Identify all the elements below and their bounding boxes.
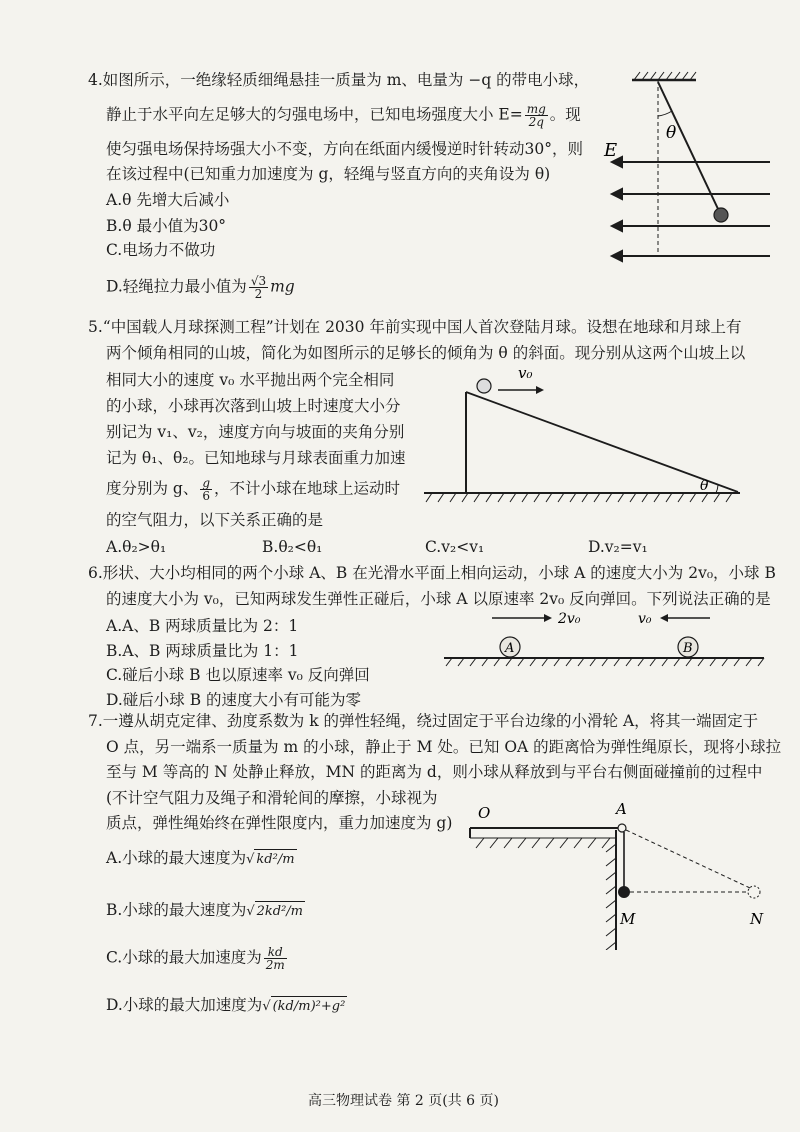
q7-option-c-text: C.小球的最大加速度为 bbox=[106, 948, 262, 967]
q4-frac-num: mg bbox=[526, 102, 546, 116]
q6-line2: 的速度大小为 v₀，已知两球发生弹性正碰后，小球 A 以原速率 2v₀ 反向弹回。下列说法正确的是 bbox=[106, 590, 771, 608]
q7-line1: 7.一遵从胡克定律、劲度系数为 k 的弹性轻绳，绕过固定于平台边缘的小滑轮 A，将其一端固定于 bbox=[88, 712, 759, 730]
velocity-arrowhead-b bbox=[660, 614, 668, 622]
point-m-label: M bbox=[620, 910, 636, 928]
q7-option-d-radical: √ (kd/m)²+g² bbox=[262, 996, 347, 1017]
q7-option-c bbox=[106, 946, 289, 971]
label-v0: v₀ bbox=[638, 611, 652, 627]
q4-option-d-fraction bbox=[249, 275, 268, 300]
charged-ball bbox=[714, 208, 728, 222]
q7-option-b-radicand: 2kd²/m bbox=[255, 901, 305, 922]
q4-figure bbox=[600, 66, 775, 276]
q4-option-c: C.电场力不做功 bbox=[106, 241, 216, 259]
q5-moon-gravity-fraction bbox=[200, 477, 212, 502]
q5-line8: 的空气阻力，以下关系正确的是 bbox=[106, 511, 324, 529]
theta-label: θ bbox=[700, 478, 709, 494]
q4-option-d bbox=[106, 275, 295, 300]
theta-label: θ bbox=[666, 123, 677, 143]
label-2v0: 2v₀ bbox=[558, 611, 581, 627]
q5-line3: 相同大小的速度 v₀ 水平抛出两个完全相同 bbox=[106, 371, 395, 389]
ball-b-label: B bbox=[683, 641, 693, 656]
floor-hatch bbox=[446, 658, 764, 666]
q4-optd-den: 2 bbox=[254, 287, 263, 301]
q6-option-b: B.A、B 两球质量比为 1：1 bbox=[106, 642, 299, 660]
point-n-label: N bbox=[750, 910, 764, 928]
q5-frac-den: 6 bbox=[202, 489, 211, 503]
q5-line7-text: 度分别为 g、 bbox=[106, 479, 199, 498]
q7-optc-num: kd bbox=[264, 946, 287, 959]
q6-option-c: C.碰后小球 B 也以原速率 v₀ 反向弹回 bbox=[106, 666, 370, 684]
pulley-a-label: A bbox=[616, 800, 627, 818]
q5-figure bbox=[418, 362, 778, 512]
q4-option-d-unit: mg bbox=[270, 277, 295, 296]
q5-line1: 5.“中国载人月球探测工程”计划在 2030 年前实现中国人首次登陆月球。设想在地球和月球上有 bbox=[88, 318, 742, 336]
q7-option-b-text: B.小球的最大速度为 bbox=[106, 901, 247, 919]
theta-arc bbox=[716, 485, 718, 493]
q5-option-c: C.v₂<v₁ bbox=[425, 538, 485, 556]
q7-option-a bbox=[106, 848, 297, 870]
velocity-arrowhead-a bbox=[544, 614, 552, 622]
q4-line3: 使匀强电场保持场强大小不变，方向在纸面内缓慢逆时针转动30°，则 bbox=[106, 140, 583, 158]
ceiling-hatch bbox=[632, 72, 696, 80]
q4-line1: 4.如图所示，一绝缘轻质细绳悬挂一质量为 m、电量为 −q 的带电小球， bbox=[88, 71, 590, 89]
q4-option-a: A.θ 先增大后减小 bbox=[106, 191, 230, 209]
q4-option-b: B.θ 最小值为30° bbox=[106, 217, 227, 235]
q7-option-b-radical: √ 2kd²/m bbox=[246, 901, 305, 922]
q6-line1: 6.形状、大小均相同的两个小球 A、B 在光滑水平面上相向运动，小球 A 的速度大小为 2v₀，小球 B bbox=[88, 564, 776, 582]
string bbox=[658, 82, 719, 211]
ground-hatch bbox=[426, 493, 732, 502]
q6-option-a: A.A、B 两球质量比为 2：1 bbox=[106, 617, 299, 635]
q6-figure bbox=[440, 606, 770, 672]
q5-line7 bbox=[106, 477, 400, 502]
velocity-arrowhead bbox=[536, 386, 544, 394]
q4-line2 bbox=[106, 103, 581, 128]
q7-option-b bbox=[106, 900, 305, 922]
q7-option-a-radicand: kd²/m bbox=[254, 849, 296, 870]
field-lines bbox=[612, 157, 770, 261]
v0-label: v₀ bbox=[518, 364, 533, 382]
point-o-label: O bbox=[478, 804, 491, 822]
q4-optd-num: √3 bbox=[250, 274, 267, 288]
q7-option-d-text: D.小球的最大加速度为 bbox=[106, 996, 263, 1014]
q5-line7-tail: ，不计小球在地球上运动时 bbox=[214, 479, 401, 498]
q4-line2-tail: 。现 bbox=[549, 105, 581, 124]
q7-option-a-text: A.小球的最大速度为 bbox=[106, 849, 247, 867]
q5-option-d: D.v₂=v₁ bbox=[588, 538, 648, 556]
q4-line2-text: 静止于水平向左足够大的匀强电场中，已知电场强度大小 E= bbox=[106, 105, 523, 124]
platform-hatch bbox=[476, 838, 610, 848]
q4-option-d-text: D.轻绳拉力最小值为 bbox=[106, 277, 247, 296]
field-label-e: E bbox=[604, 140, 618, 161]
q6-option-d: D.碰后小球 B 的速度大小有可能为零 bbox=[106, 691, 362, 709]
q5-frac-num: g bbox=[202, 476, 211, 490]
q5-line2: 两个倾角相同的山坡，简化为如图所示的足够长的倾角为 θ 的斜面。现分别从这两个山坡上以 bbox=[106, 344, 746, 362]
q5-option-a: A.θ₂>θ₁ bbox=[106, 538, 167, 556]
q7-option-d bbox=[106, 995, 347, 1017]
q4-field-fraction bbox=[525, 103, 548, 128]
stretched-cord-dashed bbox=[626, 830, 750, 888]
ball-a-label: A bbox=[505, 641, 515, 656]
q7-figure bbox=[456, 790, 786, 950]
q4-frac-den: 2q bbox=[528, 115, 544, 129]
q7-optc-den: 2m bbox=[265, 958, 285, 972]
pulley bbox=[618, 824, 626, 832]
q5-line5: 别记为 v₁、v₂，速度方向与坡面的夹角分别 bbox=[106, 423, 405, 441]
q7-option-d-radicand: (kd/m)²+g² bbox=[271, 996, 348, 1017]
q7-line5: 质点，弹性绳始终在弹性限度内，重力加速度为 g) bbox=[106, 814, 453, 832]
side-hatch bbox=[606, 844, 616, 950]
theta-arc bbox=[658, 111, 672, 116]
ball-m bbox=[618, 886, 630, 898]
q5-line4: 的小球，小球再次落到山坡上时速度大小分 bbox=[106, 397, 401, 415]
q5-option-b: B.θ₂<θ₁ bbox=[262, 538, 323, 556]
page-footer: 高三物理试卷 第 2 页(共 6 页) bbox=[308, 1093, 499, 1109]
q7-option-a-radical: √ kd²/m bbox=[246, 849, 296, 870]
q5-line6: 记为 θ₁、θ₂。已知地球与月球表面重力加速 bbox=[106, 449, 406, 467]
q7-line4: (不计空气阻力及绳子和滑轮间的摩擦，小球视为 bbox=[106, 789, 438, 807]
q7-line2: O 点，另一端系一质量为 m 的小球，静止于 M 处。已知 OA 的距离恰为弹性绳原长，现将小球拉 bbox=[106, 738, 782, 756]
q7-option-c-fraction bbox=[264, 946, 287, 971]
q7-line3: 至与 M 等高的 N 处静止释放，MN 的距离为 d，则小球从释放到与平台右侧面碰撞前的过程中 bbox=[106, 763, 763, 781]
slope bbox=[466, 392, 738, 492]
q4-line4: 在该过程中(已知重力加速度为 g，轻绳与竖直方向的夹角设为 θ) bbox=[106, 165, 551, 183]
projectile-ball bbox=[477, 379, 491, 393]
